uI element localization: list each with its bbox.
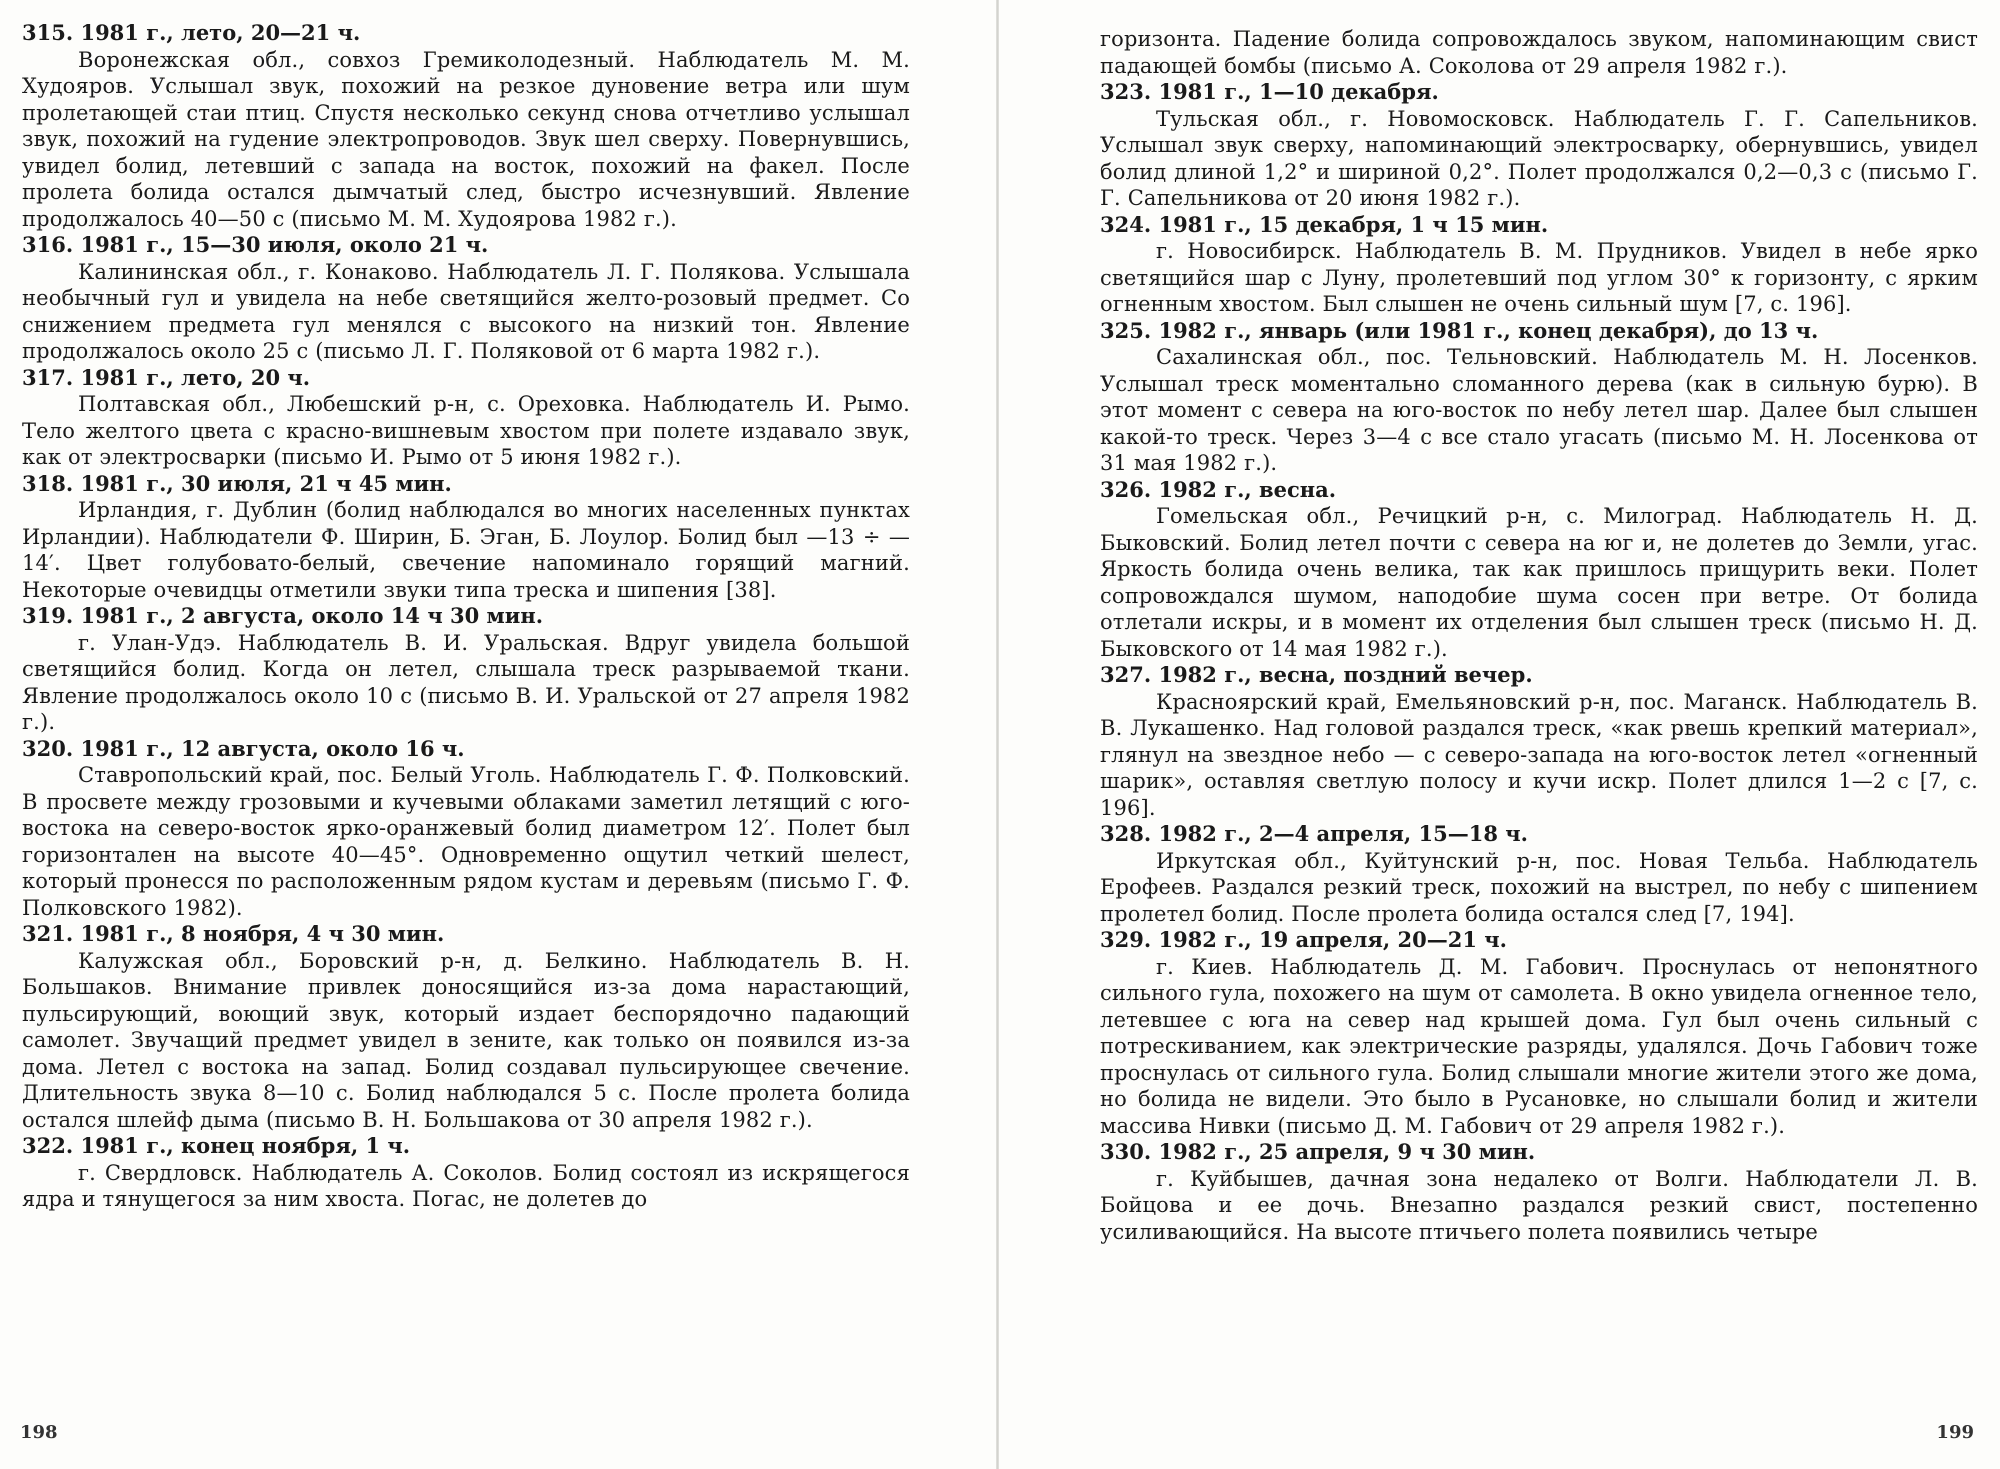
entry-330: [1100, 1139, 1978, 1245]
entry-328: [1100, 821, 1978, 927]
entry-text: Калужская обл., Боровский р-н, д. Белкино. Наблюдатель В. Н. Большаков. Внимание привлек доносящийся из-за дома нарастающий, пульсирующий, воющий звук, который издает беспорядочно падающий самолет. Звучащий предмет увидел в зените, как только он появился из-за дома. Летел с востока на запад. Болид создавал пульсирующее свечение. Длительность звука 8—10 с. Болид наблюдался 5 с. После пролета болида остался шлейф дыма (письмо В. Н. Большакова от 30 апреля 1982 г.).: [22, 948, 910, 1132]
entry-text: Гомельская обл., Речицкий р-н, с. Милоград. Наблюдатель Н. Д. Быковский. Болид летел почти с севера на юг и, не долетев до Земли, угас. Яркость болида очень велика, так как пришлось прищурить веки. Полет сопровождался шумом, наподобие шума сосен при ветре. От болида отлетали искры, и в момент их отделения был слышен треск (письмо Н. Д. Быковского от 14 мая 1982 г.).: [1100, 504, 1978, 661]
entry-heading: 315. 1981 г., лето, 20—21 ч.: [22, 20, 361, 45]
entry-318: [22, 471, 910, 604]
entry-322: [22, 1133, 910, 1213]
entry-text: Воронежская обл., совхоз Гремиколодезный. Наблюдатель М. М. Худояров. Услышал звук, похожий на резкое дуновение ветра или шум пролетающей стаи птиц. Спустя несколько секунд снова отчетливо услышал звук, похожий на гудение электропроводов. Звук шел сверху. Повернувшись, увидел болид, летевший с запада на восток, похожий на факел. После пролета болида остался дымчатый след, быстро исчезнувший. Явление продолжалось 40—50 с (письмо М. М. Худоярова 1982 г.).: [22, 47, 910, 231]
entry-319: [22, 603, 910, 736]
right-page: [1000, 0, 2000, 1469]
entry-heading: 324. 1981 г., 15 декабря, 1 ч 15 мин.: [1100, 211, 1549, 237]
entry-text: Тульская обл., г. Новомосковск. Наблюдатель Г. Г. Сапельников. Услышал звук сверху, напоминающий электросварку, обернувшись, увидел болид длиной 1,2° и шириной 0,2°. Полет продолжался 0,2—0,3 с (письмо Г. Г. Сапельникова от 20 июня 1982 г.).: [1100, 106, 1978, 210]
entry-heading: 323. 1981 г., 1—10 декабря.: [1100, 79, 1439, 104]
entry-text: г. Киев. Наблюдатель Д. М. Габович. Проснулась от непонятного сильного гула, похожего на шум от самолета. В окно увидела огненное тело, летевшее с юга на север над крышей дома. Гул был очень сильный с потрескиванием, как электрические разряды, удалялся. Дочь Габович тоже проснулась от сильного гула. Болид слышали многие жители этого же дома, но болида не видели. Это было в Русановке, но слышали болид и жители массива Нивки (письмо Д. М. Габович от 29 апреля 1982 г.).: [1100, 954, 1978, 1138]
book-gutter: [996, 0, 999, 1469]
entry-text: Полтавская обл., Любешский р-н, с. Ореховка. Наблюдатель И. Рымо. Тело желтого цвета с красно-вишневым хвостом при полете издавало звук, как от электросварки (письмо И. Рымо от 5 июня 1982 г.).: [22, 392, 910, 469]
page-number-right: 199: [1936, 1422, 1974, 1443]
entry-heading: 325. 1982 г., январь (или 1981 г., конец декабря), до 13 ч.: [1100, 317, 1819, 343]
entry-heading: 316. 1981 г., 15—30 июля, около 21 ч.: [22, 232, 489, 257]
entry-heading: 330. 1982 г., 25 апреля, 9 ч 30 мин.: [1100, 1139, 1536, 1164]
entry-text: Красноярский край, Емельяновский р-н, пос. Маганск. Наблюдатель В. В. Лукашенко. Над головой раздался треск, «как рвешь крепкий материал», глянул на звездное небо — с северо-запада на юго-восток летел «огненный шарик», оставляя светлую полосу и кучи искр. Полет длился 1—2 с [7, с. 196].: [1100, 689, 1978, 820]
entry-heading: 328. 1982 г., 2—4 апреля, 15—18 ч.: [1100, 821, 1528, 846]
entry-heading: 319. 1981 г., 2 августа, около 14 ч 30 мин.: [22, 603, 544, 628]
entry-text: Иркутская обл., Куйтунский р-н, пос. Новая Тельба. Наблюдатель Ерофеев. Раздался резкий треск, похожий на выстрел, по небу с шипением пролетел болид. После пролета болида остался след [7, 194].: [1100, 848, 1978, 926]
entry-text: Ставропольский край, пос. Белый Уголь. Наблюдатель Г. Ф. Полковский. В просвете между грозовыми и кучевыми облаками заметил летящий с юго-востока на северо-восток ярко-оранжевый болид диаметром 12′. Полет был горизонтален на высоте 40—45°. Одновременно ощутил четкий шелест, который пронесся по расположенным рядом кустам и деревьям (письмо Г. Ф. Полковского 1982).: [22, 763, 910, 920]
entry-324: [1100, 212, 1978, 318]
entry-323: [1100, 79, 1978, 212]
entry-text: Сахалинская обл., пос. Тельновский. Наблюдатель М. Н. Лосенков. Услышал треск моментально сломанного дерева (как в сильную бурю). В этот момент с севера на юго-восток по небу летел шар. Далее был слышен какой-то треск. Через 3—4 с все стало угасать (письмо М. Н. Лосенкова от 31 мая 1982 г.).: [1100, 345, 1978, 475]
entry-325: [1100, 318, 1978, 477]
entry-heading: 327. 1982 г., весна, поздний вечер.: [1100, 662, 1533, 687]
entry-heading: 318. 1981 г., 30 июля, 21 ч 45 мин.: [22, 470, 452, 496]
page-number-left: 198: [20, 1422, 58, 1443]
entry-heading: 322. 1981 г., конец ноября, 1 ч.: [22, 1133, 411, 1158]
entry-315: [22, 20, 910, 232]
entry-text: г. Улан-Удэ. Наблюдатель В. И. Уральская. Вдруг увидела большой светящийся болид. Когда он летел, слышала треск разрываемой ткани. Явление продолжалось около 10 с (письмо В. И. Уральской от 27 апреля 1982 г.).: [22, 630, 910, 734]
entry-heading: 329. 1982 г., 19 апреля, 20—21 ч.: [1100, 927, 1507, 952]
entry-text: г. Свердловск. Наблюдатель А. Соколов. Болид состоял из искрящегося ядра и тянущегося за ним хвоста. Погас, не долетев до: [22, 1160, 910, 1211]
entry-329: [1100, 927, 1978, 1139]
entry-327: [1100, 662, 1978, 821]
entry-text: Калининская обл., г. Конаково. Наблюдатель Л. Г. Полякова. Услышала необычный гул и увидела на небе светящийся желто-розовый предмет. Со снижением предмета гул менялся с высокого на низкий тон. Явление продолжалось около 25 с (письмо Л. Г. Поляковой от 6 марта 1982 г.).: [22, 259, 910, 363]
entry-321: [22, 921, 910, 1133]
entry-320: [22, 736, 910, 922]
entry-heading: 317. 1981 г., лето, 20 ч.: [22, 364, 311, 390]
entry-317: [22, 365, 910, 471]
entry-heading: 321. 1981 г., 8 ноября, 4 ч 30 мин.: [22, 921, 445, 946]
entry-326: [1100, 477, 1978, 663]
entry-text: г. Новосибирск. Наблюдатель В. М. Прудников. Увидел в небе ярко светящийся шар с Луну, пролетевший под углом 30° к горизонту, с ярким огненным хвостом. Был слышен не очень сильный шум [7, с. 196].: [1100, 239, 1978, 316]
entry-heading: 320. 1981 г., 12 августа, около 16 ч.: [22, 735, 465, 761]
entry-text: г. Куйбышев, дачная зона недалеко от Волги. Наблюдатели Л. В. Бойцова и ее дочь. Внезапно раздался резкий свист, постепенно усиливающийся. На высоте птичьего полета появились четыре: [1100, 1166, 1978, 1244]
entry-316: [22, 232, 910, 365]
entry-text: Ирландия, г. Дублин (болид наблюдался во многих населенных пунктах Ирландии). Наблюдатели Ф. Ширин, Б. Эган, Б. Лоулор. Болид был —13 ÷ —14′. Цвет голубовато-белый, свечение напоминало горящий магний. Некоторые очевидцы отметили звуки типа треска и шипения [38].: [22, 498, 910, 602]
entry-heading: 326. 1982 г., весна.: [1100, 476, 1337, 502]
continuation-text: горизонта. Падение болида сопровождалось звуком, напоминающим свист падающей бомбы (письмо А. Соколова от 29 апреля 1982 г.).: [1100, 27, 1978, 78]
